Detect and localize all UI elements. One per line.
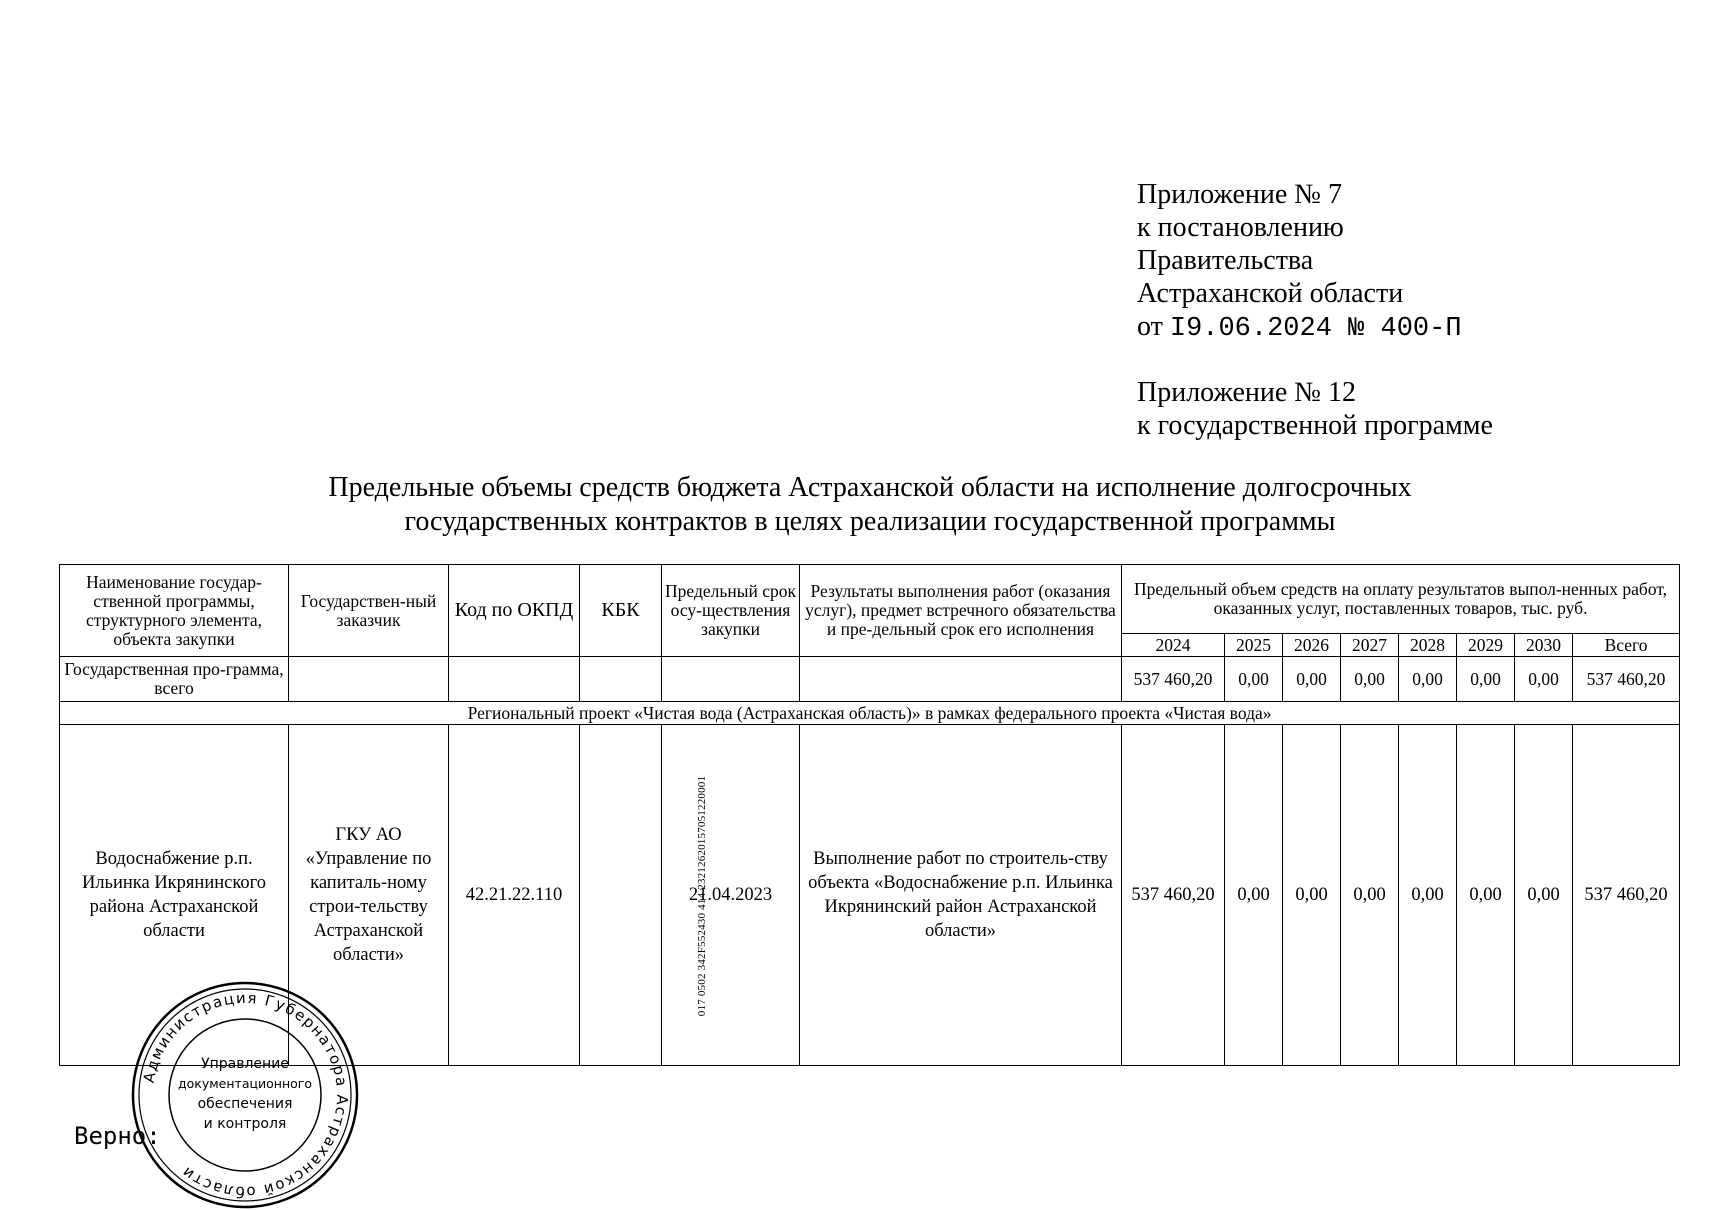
value-cell: 0,00	[1515, 657, 1573, 702]
year-cell: 2028	[1399, 634, 1457, 657]
year-cell: 2024	[1122, 634, 1225, 657]
value-cell: 0,00	[1457, 725, 1515, 1066]
empty-cell	[289, 657, 449, 702]
value-cell: 0,00	[1399, 725, 1457, 1066]
header-limit: Предельный объем средств на оплату результатов выпол-ненных работ, оказанных услуг, поставленных товаров, тыс. руб.	[1122, 565, 1680, 634]
stamp-line-4: и контроля	[203, 1116, 287, 1132]
value-cell: 537 460,20	[1573, 725, 1680, 1066]
document-title	[200, 471, 1540, 539]
official-stamp	[130, 980, 360, 1210]
appendix12-title: Приложение № 12	[1137, 377, 1356, 408]
title-line-2: государственных контрактов в целях реализации государственной программы	[404, 506, 1336, 537]
header-row	[60, 565, 1680, 634]
object-kbk: 017 0502 342F552430 414 23212620157051220001	[696, 775, 709, 1017]
header-okpd: Код по ОКПД	[449, 565, 580, 657]
stamp-line-3: обеспечения	[197, 1096, 293, 1112]
stamp-line-2: документационного	[178, 1076, 312, 1091]
object-customer: ГКУ АО «Управление по капиталь-ному строи-тельству Астраханской области»	[289, 725, 449, 1066]
value-cell: 0,00	[1341, 657, 1399, 702]
date-number: I9.06.2024 № 400-П	[1169, 314, 1462, 344]
year-total-header: Всего	[1573, 634, 1680, 657]
value-cell: 537 460,20	[1122, 657, 1225, 702]
empty-cell	[449, 657, 580, 702]
header-customer: Государствен-ный заказчик	[289, 565, 449, 657]
total-label: Государственная про-грамма, всего	[60, 657, 289, 702]
government-label: Правительства	[1137, 245, 1314, 276]
header-kbk: КБК	[580, 565, 662, 657]
object-results: Выполнение работ по строитель-ству объекта «Водоснабжение р.п. Ильинка Икрянинский район Астраханской области»	[800, 725, 1122, 1066]
header-name: Наименование государ-ственной программы, структурного элемента, объекта закупки	[60, 565, 289, 657]
regional-project-label: Региональный проект «Чистая вода (Астраханская область)» в рамках федерального проекта «Чистая вода»	[60, 702, 1680, 725]
year-cell: 2030	[1515, 634, 1573, 657]
to-resolution: к постановлению	[1137, 212, 1344, 243]
year-cell: 2027	[1341, 634, 1399, 657]
verno-label: Верно:	[74, 1122, 161, 1150]
section-row	[60, 702, 1680, 725]
value-cell: 0,00	[1341, 725, 1399, 1066]
resolution-date	[1137, 310, 1493, 346]
value-cell: 0,00	[1283, 725, 1341, 1066]
title-line-1: Предельные объемы средств бюджета Астраханской области на исполнение долгосрочных	[328, 472, 1412, 503]
value-cell: 537 460,20	[1122, 725, 1225, 1066]
value-cell: 0,00	[1515, 725, 1573, 1066]
year-cell: 2029	[1457, 634, 1515, 657]
program-total-row	[60, 657, 1680, 702]
header-results: Результаты выполнения работ (оказания услуг), предмет встречного обязательства и пре-дельный срок его исполнения	[800, 565, 1122, 657]
to-program: к государственной программе	[1137, 410, 1493, 441]
stamp-line-1: Управление	[201, 1056, 289, 1072]
date-prefix: от	[1137, 311, 1163, 342]
year-cell: 2025	[1225, 634, 1283, 657]
region-label: Астраханской области	[1137, 278, 1404, 309]
object-kbk-cell	[580, 725, 709, 1066]
empty-cell	[800, 657, 1122, 702]
year-cell: 2026	[1283, 634, 1341, 657]
stamp-ring-text: Администрация Губернатора Астраханской области	[139, 988, 352, 1202]
appendix7-title: Приложение № 7	[1137, 179, 1342, 210]
empty-cell	[662, 657, 800, 702]
value-cell: 0,00	[1225, 657, 1283, 702]
appendix-header	[1137, 178, 1493, 442]
object-okpd: 42.21.22.110	[449, 725, 580, 1066]
value-cell: 0,00	[1457, 657, 1515, 702]
value-cell: 0,00	[1399, 657, 1457, 702]
object-name: Водоснабжение р.п. Ильинка Икрянинского района Астраханской области	[60, 725, 289, 1066]
empty-cell	[580, 657, 662, 702]
object-deadline: 21.04.2023	[662, 725, 800, 1066]
header-deadline: Предельный срок осу-ществления закупки	[662, 565, 800, 657]
value-cell: 537 460,20	[1573, 657, 1680, 702]
value-cell: 0,00	[1225, 725, 1283, 1066]
value-cell: 0,00	[1283, 657, 1341, 702]
